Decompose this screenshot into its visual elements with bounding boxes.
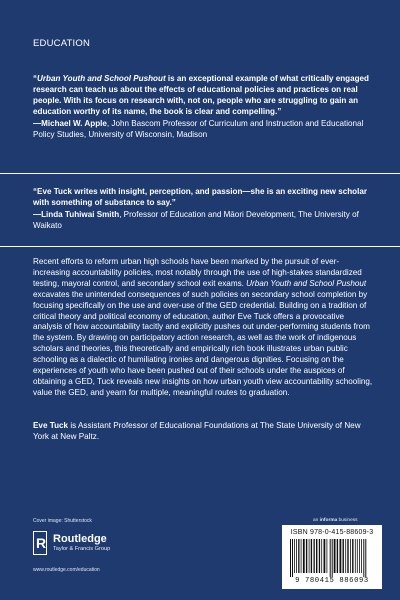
barcode-bar: [309, 539, 310, 573]
quote-2-author: —Linda Tuhiwai Smith: [33, 210, 120, 219]
barcode-bar: [294, 539, 295, 573]
barcode-bar: [365, 539, 366, 577]
publisher-name: Routledge: [53, 533, 107, 545]
barcode-bar: [301, 539, 302, 573]
description-part-1: Recent efforts to reform urban high schools have been marked by the pursuit of ever-increasing accountability policies, most notably through the use of high-stakes standardized testing, mayoral control, and secondary school exit exams.: [33, 257, 362, 288]
description-part-2: excavates the unintended consequences of such policies on secondary school completion by focusing specifically on the use and over-use of the GED credential. Building on a tradition of critical theory and political economy of education, author Eve Tuck offers a provocative analysis of how accountability tacitly and explicitly pushes out under-performing students from the system. By drawing on participatory action research, as well as the work of indigenous scholars and theories, this theoretically and empirically rich book illustrates urban public schooling as a dialectic of humiliating ironies and dangerous dignities. Focusing on the experiences of youth who have been pushed out of their schools under the auspices of obtaining a GED, Tuck reveals new insights on how urban youth view accountability schooling, value the GED, and yearn for multiple, meaningful routes to graduation.: [33, 289, 373, 397]
barcode-bar: [334, 539, 336, 573]
quote-1-body: is an exceptional example of what critically engaged research can teach us about the effects of educational policies and practices on real people. With its focus on research with, not on, people who are struggling to gain an education worthy of its name, the book is clear and compelling.”: [33, 74, 369, 116]
quote-2-attribution: [33, 209, 373, 231]
routledge-r-icon: R: [33, 531, 47, 555]
barcode-bar: [363, 539, 364, 577]
publisher-group: Taylor & Francis Group: [53, 546, 111, 552]
barcode-bar: [352, 539, 353, 573]
barcode-bars: [288, 539, 376, 577]
barcode-bar: [327, 539, 328, 573]
routledge-logo: [33, 531, 133, 561]
divider-line: [0, 246, 400, 247]
barcode-bar: [350, 539, 351, 573]
barcode-bar: [314, 539, 315, 573]
isbn-barcode-box: [282, 525, 382, 589]
quote-2-affiliation: , Professor of Education and Māori Development, The University of Waikato: [33, 210, 359, 230]
cover-image-credit: Cover image: Shutterstock: [33, 518, 92, 524]
endorsement-quote-2: [33, 186, 373, 231]
barcode-bar: [330, 539, 331, 577]
barcode-bar: [316, 539, 317, 573]
ean-number: 9 780415 886093: [295, 577, 369, 585]
barcode-bar: [357, 539, 358, 573]
barcode-bar: [292, 539, 293, 577]
informa-brand: informa: [319, 518, 338, 523]
endorsement-quote-1: [33, 73, 373, 140]
barcode-bar: [355, 539, 356, 573]
quote-1-author: —Michael W. Apple: [33, 119, 107, 128]
book-description: [33, 257, 373, 399]
barcode-bar: [296, 539, 297, 573]
barcode-bar: [298, 539, 299, 573]
barcode-bar: [340, 539, 342, 573]
author-name: Eve Tuck: [33, 421, 69, 430]
barcode-bar: [359, 539, 360, 573]
isbn-text: ISBN 978-0-415-88609-3: [290, 529, 374, 536]
barcode-bar: [311, 539, 312, 573]
barcode-bar: [321, 539, 322, 573]
barcode-bar: [343, 539, 344, 573]
barcode-bar: [332, 539, 333, 577]
author-bio: [33, 421, 373, 443]
author-bio-text: is Assistant Professor of Educational Foundations at The State University of New York at New Paltz.: [33, 421, 361, 441]
barcode-bar: [347, 539, 348, 573]
barcode-bar: [361, 539, 362, 573]
publisher-url: www.routledge.com/education: [33, 567, 100, 573]
barcode-bar: [306, 539, 307, 573]
quote-1-attribution: [33, 118, 373, 140]
barcode-bar: [345, 539, 346, 573]
barcode-bar: [319, 539, 320, 573]
quote-2-text: “Eve Tuck writes with insight, perception, and passion—she is an exciting new scholar with something of substance to say.”: [33, 187, 368, 207]
barcode-bar: [337, 539, 338, 573]
barcode-bar: [290, 539, 291, 577]
quote-1-affiliation: , John Bascom Professor of Curriculum and Instruction and Educational Policy Studies, University of Wisconsin, Madison: [33, 119, 364, 139]
informa-business-label: an informa business: [313, 518, 358, 523]
quote-1-text: “Urban Youth and School Pushout is an exceptional example of what critically engaged research can teach us about the effects of educational policies and practices on real people. With its focus on research with, not on, people who are struggling to gain an education worthy of its name, the book is clear and compelling.”: [33, 74, 369, 116]
description-book-title: Urban Youth and School Pushout: [246, 278, 367, 288]
barcode-bar: [303, 539, 305, 573]
barcode-bar: [324, 539, 326, 573]
divider-line: [0, 173, 400, 174]
quote-1-book-title: Urban Youth and School Pushout: [37, 74, 166, 83]
category-label: EDUCATION: [33, 38, 91, 49]
